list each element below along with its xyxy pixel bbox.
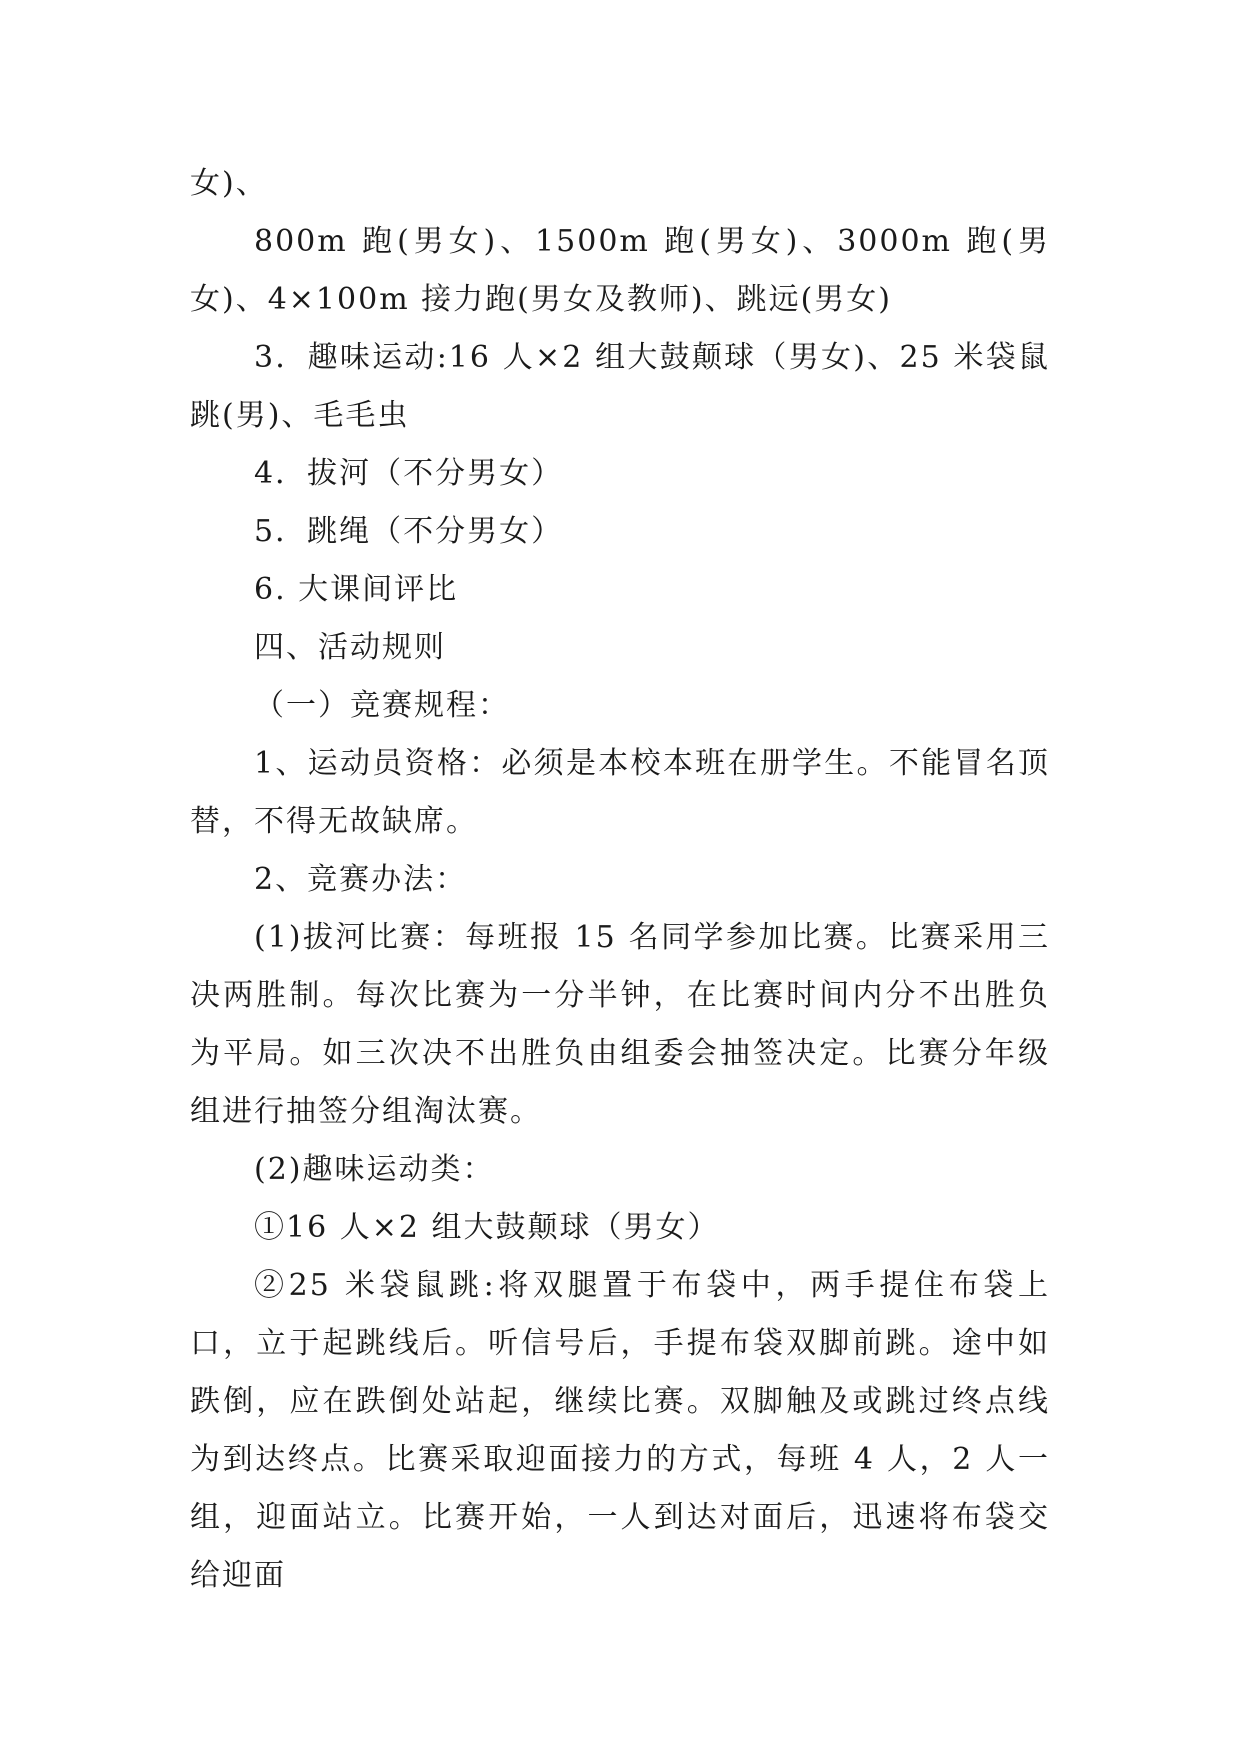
body-text — [190, 155, 1050, 1605]
section-heading-rules: 四、活动规则 — [254, 630, 446, 665]
paragraph-tug-of-war-rules: (1)拔河比赛：每班报 15 名同学参加比赛。比赛采用三决两胜制。每次比赛为一分半钟，在比赛时间内分不出胜负为平局。如三次决不出胜负由组委会抽签决定。比赛分年级组进行抽签分组淘汰赛。 — [190, 920, 1050, 1129]
paragraph-jump-rope: 5．跳绳（不分男女） — [254, 514, 564, 549]
paragraph-athlete-eligibility: 1、运动员资格：必须是本校本班在册学生。不能冒名顶替，不得无故缺席。 — [190, 746, 1050, 839]
subsection-heading-regulations: （一）竞赛规程： — [254, 688, 510, 723]
paragraph-fun-sports: 3．趣味运动:16 人×2 组大鼓颠球（男女)、25 米袋鼠跳(男)、毛毛虫 — [190, 340, 1050, 433]
paragraph-fun-sports-category: (2)趣味运动类： — [254, 1152, 495, 1187]
paragraph-continuation: 女)、 — [190, 166, 268, 201]
paragraph-sack-race: ②25 米袋鼠跳:将双腿置于布袋中，两手提住布袋上口，立于起跳线后。听信号后，手提布袋双脚前跳。途中如跌倒，应在跌倒处站起，继续比赛。双脚触及或跳过终点线为到达终点。比赛采取迎面接力的方式，每班 4 人，2 人一组，迎面站立。比赛开始，一人到达对面后，迅速将布袋交给迎面 — [190, 1268, 1050, 1593]
paragraph-recess-review: 6. 大课间评比 — [254, 572, 459, 607]
paragraph-tug-of-war: 4．拔河（不分男女） — [254, 456, 564, 491]
paragraph-track-events: 800m 跑(男女)、1500m 跑(男女)、3000m 跑(男女)、4×100m 接力跑(男女及教师)、跳远(男女) — [190, 224, 1050, 317]
paragraph-drum-ball: ①16 人×2 组大鼓颠球（男女） — [254, 1210, 720, 1245]
paragraph-competition-methods: 2、竞赛办法： — [254, 862, 468, 897]
